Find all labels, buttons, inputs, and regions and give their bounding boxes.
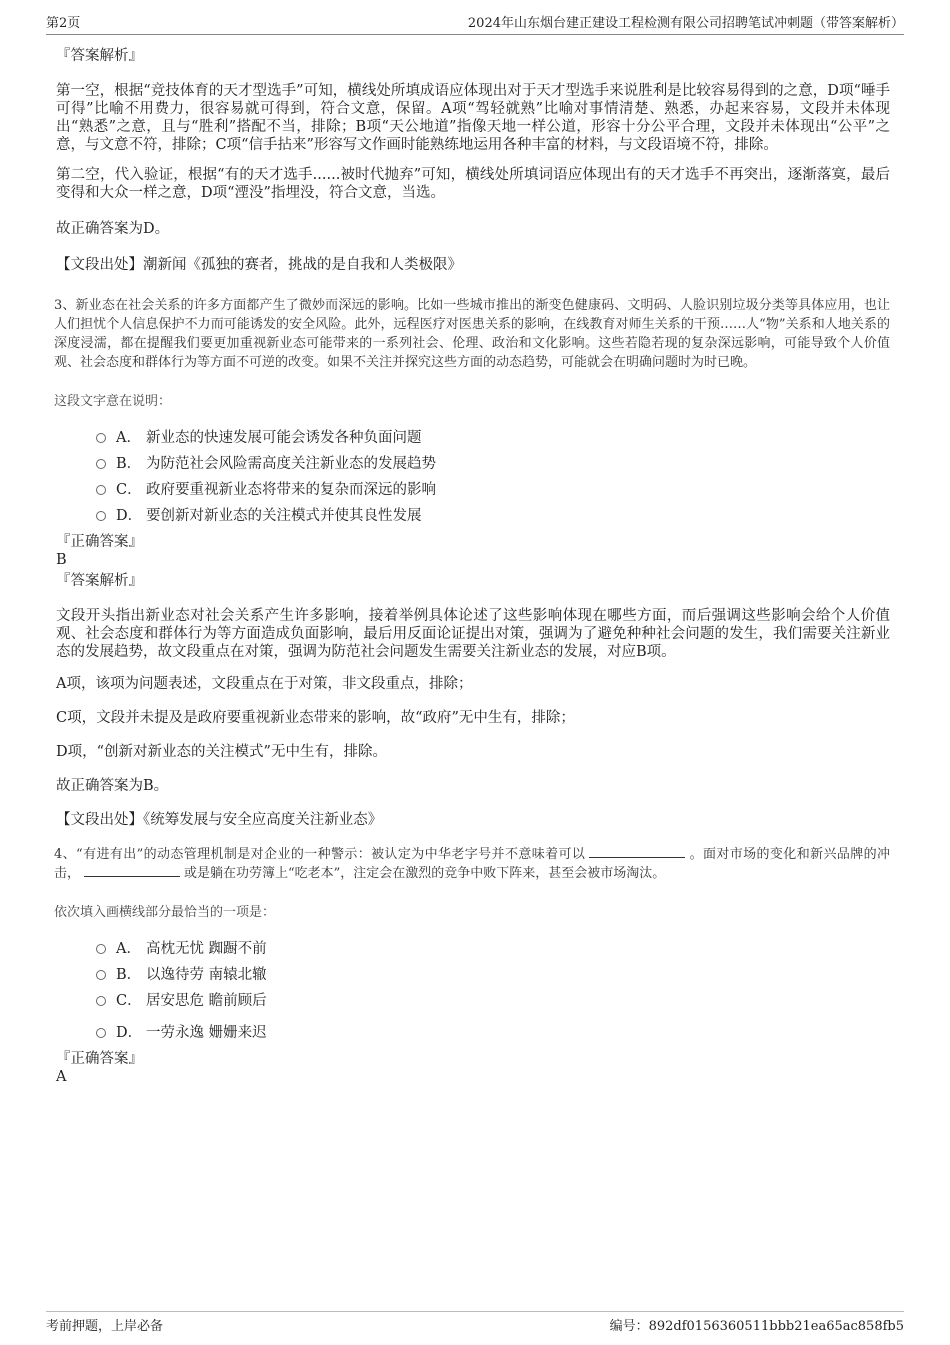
radio-icon[interactable] [96,485,106,495]
q2-analysis [56,47,890,274]
radio-icon[interactable] [96,944,106,954]
radio-icon[interactable] [96,511,106,521]
option-text: 居安思危 瞻前顾后 [146,992,267,1009]
q4-text-part: 或是躺在功劳簿上“吃老本”，注定会在激烈的竞争中败下阵来，甚至会被市场淘汰。 [184,866,666,881]
option-text: 高枕无忧 踟蹰不前 [146,940,267,957]
answer-blank [84,864,180,877]
q3-options [96,423,890,527]
q4-prompt: 依次填入画横线部分最恰当的一项是： [54,905,276,920]
q2-analysis-paragraph: 第一空，根据“竞技体育的天才型选手”可知，横线处所填成语应体现出对于天才型选手来说胜利是比较容易得到的之意，D项“唾手可得”比喻不用费力，很容易就可得到，符合文意，保留。A项“驾轻就熟”比喻对事情清楚、熟悉，办起来容易，文段并未体现出“熟悉”之意，且与“胜利”搭配不当，排除；B项“天公地道”指像天地一样公道，形容十分公平合理，文段并未体现出“公平”之意，与文意不符，排除；C项“信手拈来”形容写文作画时能熟练地运用各种丰富的材料，与文段语境不符，排除。 [56,83,890,153]
option-letter: C． [116,992,142,1009]
option-text: 以逸待劳 南辕北辙 [146,966,267,983]
q3-option-d[interactable] [96,501,890,527]
q4-correct-answer: A [56,1069,67,1085]
option-text: 新业态的快速发展可能会诱发各种负面问题 [146,429,422,446]
option-text: 政府要重视新业态将带来的复杂而深远的影响 [146,481,436,498]
q4-option-b[interactable] [96,960,890,986]
option-letter: A． [116,940,141,957]
document-id: 编号：892df0156360511bbb21ea65ac858fb5 [609,1319,904,1334]
q3-answer-statement: 故正确答案为B。 [56,778,169,794]
radio-icon[interactable] [96,996,106,1006]
option-letter: C． [116,481,142,498]
q3-analysis-paragraph: 文段开头指出新业态对社会关系产生许多影响，接着举例具体论述了这些影响体现在哪些方面，而后强调这些影响会给个人价值观、社会态度和群体行为等方面造成负面影响，最后用反面论证提出对策，强调为了避免种种社会问题的发生，我们需要关注新业态的发展趋势，故文段重点在对策，强调为防范社会问题发生需要关注新业态的发展，对应B项。 [56,608,890,660]
page-number: 第2页 [46,16,81,31]
q3-correct-label: 『正确答案』 [56,534,143,550]
q4-option-a[interactable] [96,934,890,960]
option-letter: A． [116,429,141,446]
option-letter: D． [116,507,143,524]
q4-correct-label: 『正确答案』 [56,1051,143,1067]
q3-source: 【文段出处】《统筹发展与安全应高度关注新业态》 [56,812,383,828]
footer-slogan: 考前押题，上岸必备 [46,1319,164,1334]
option-letter: B． [116,455,142,472]
q3-analysis-label: 『答案解析』 [56,573,143,589]
q3-option-c[interactable] [96,475,890,501]
document-title: 2024年山东烟台建正建设工程检测有限公司招聘笔试冲刺题（带答案解析） [467,16,904,31]
q4-text [54,845,890,883]
q4-option-c[interactable] [96,986,890,1012]
option-letter: D． [116,1024,143,1041]
option-text: 为防范社会风险需高度关注新业态的发展趋势 [146,455,436,472]
q2-analysis-paragraph: 第二空，代入验证，根据“有的天才选手......被时代抛弃”可知，横线处所填词语应体现出有的天才选手不再突出，逐渐落寞，最后变得和大众一样之意，D项“湮没”指埋没，符合文意，当选。 [56,167,890,201]
radio-icon[interactable] [96,970,106,980]
q3-prompt: 这段文字意在说明： [54,394,172,409]
q3-text: 3、新业态在社会关系的许多方面都产生了微妙而深远的影响。比如一些城市推出的渐变色健康码、文明码、人脸识别垃圾分类等具体应用，也让人们担忧个人信息保护不力而可能诱发的安全风险。此外，远程医疗对医患关系的影响，在线教育对师生关系的干预……人“物”关系和人地关系的深度浸濡，都在提醒我们要更加重视新业态可能带来的一系列社会、伦理、政治和文化影响。这些若隐若现的复杂深远影响，可能导致个人价值观、社会态度和群体行为等方面不可逆的改变。如果不关注并探究这些方面的动态趋势，可能就会在明确问题时为时已晚。 [54,298,890,370]
q2-analysis-label: 『答案解析』 [56,48,143,64]
radio-icon[interactable] [96,433,106,443]
radio-icon[interactable] [96,1028,106,1038]
answer-blank [589,845,685,858]
q3-option-b[interactable] [96,449,890,475]
question-4 [56,845,890,1086]
option-letter: B． [116,966,142,983]
q4-options [96,934,890,1044]
option-text: 要创新对新业态的关注模式并使其良性发展 [146,507,422,524]
page-content [56,44,890,1086]
option-text: 一劳永逸 姗姗来迟 [146,1024,267,1041]
q3-analysis-paragraph: A项，该项为问题表述，文段重点在于对策，非文段重点，排除； [56,676,473,692]
q4-option-d[interactable] [96,1018,890,1044]
q3-option-a[interactable] [96,423,890,449]
question-3 [56,296,890,829]
q3-analysis-paragraph: D项，“创新对新业态的关注模式”无中生有，排除。 [56,744,387,760]
q3-analysis-paragraph: C项，文段并未提及是政府要重视新业态带来的影响，故“政府”无中生有，排除； [56,710,575,726]
q2-source: 【文段出处】潮新闻《孤独的赛者，挑战的是自我和人类极限》 [56,257,462,273]
radio-icon[interactable] [96,459,106,469]
q4-text-part: 4、“有进有出”的动态管理机制是对企业的一种警示：被认定为中华老字号并不意味着可以 [54,847,586,862]
q2-answer-statement: 故正确答案为D。 [56,221,170,237]
q4-text-part: 。面对市场的变化和新兴品牌的冲击， [54,847,890,881]
page-header [46,12,904,35]
page-footer [46,1311,904,1337]
q3-correct-answer: B [56,552,67,568]
